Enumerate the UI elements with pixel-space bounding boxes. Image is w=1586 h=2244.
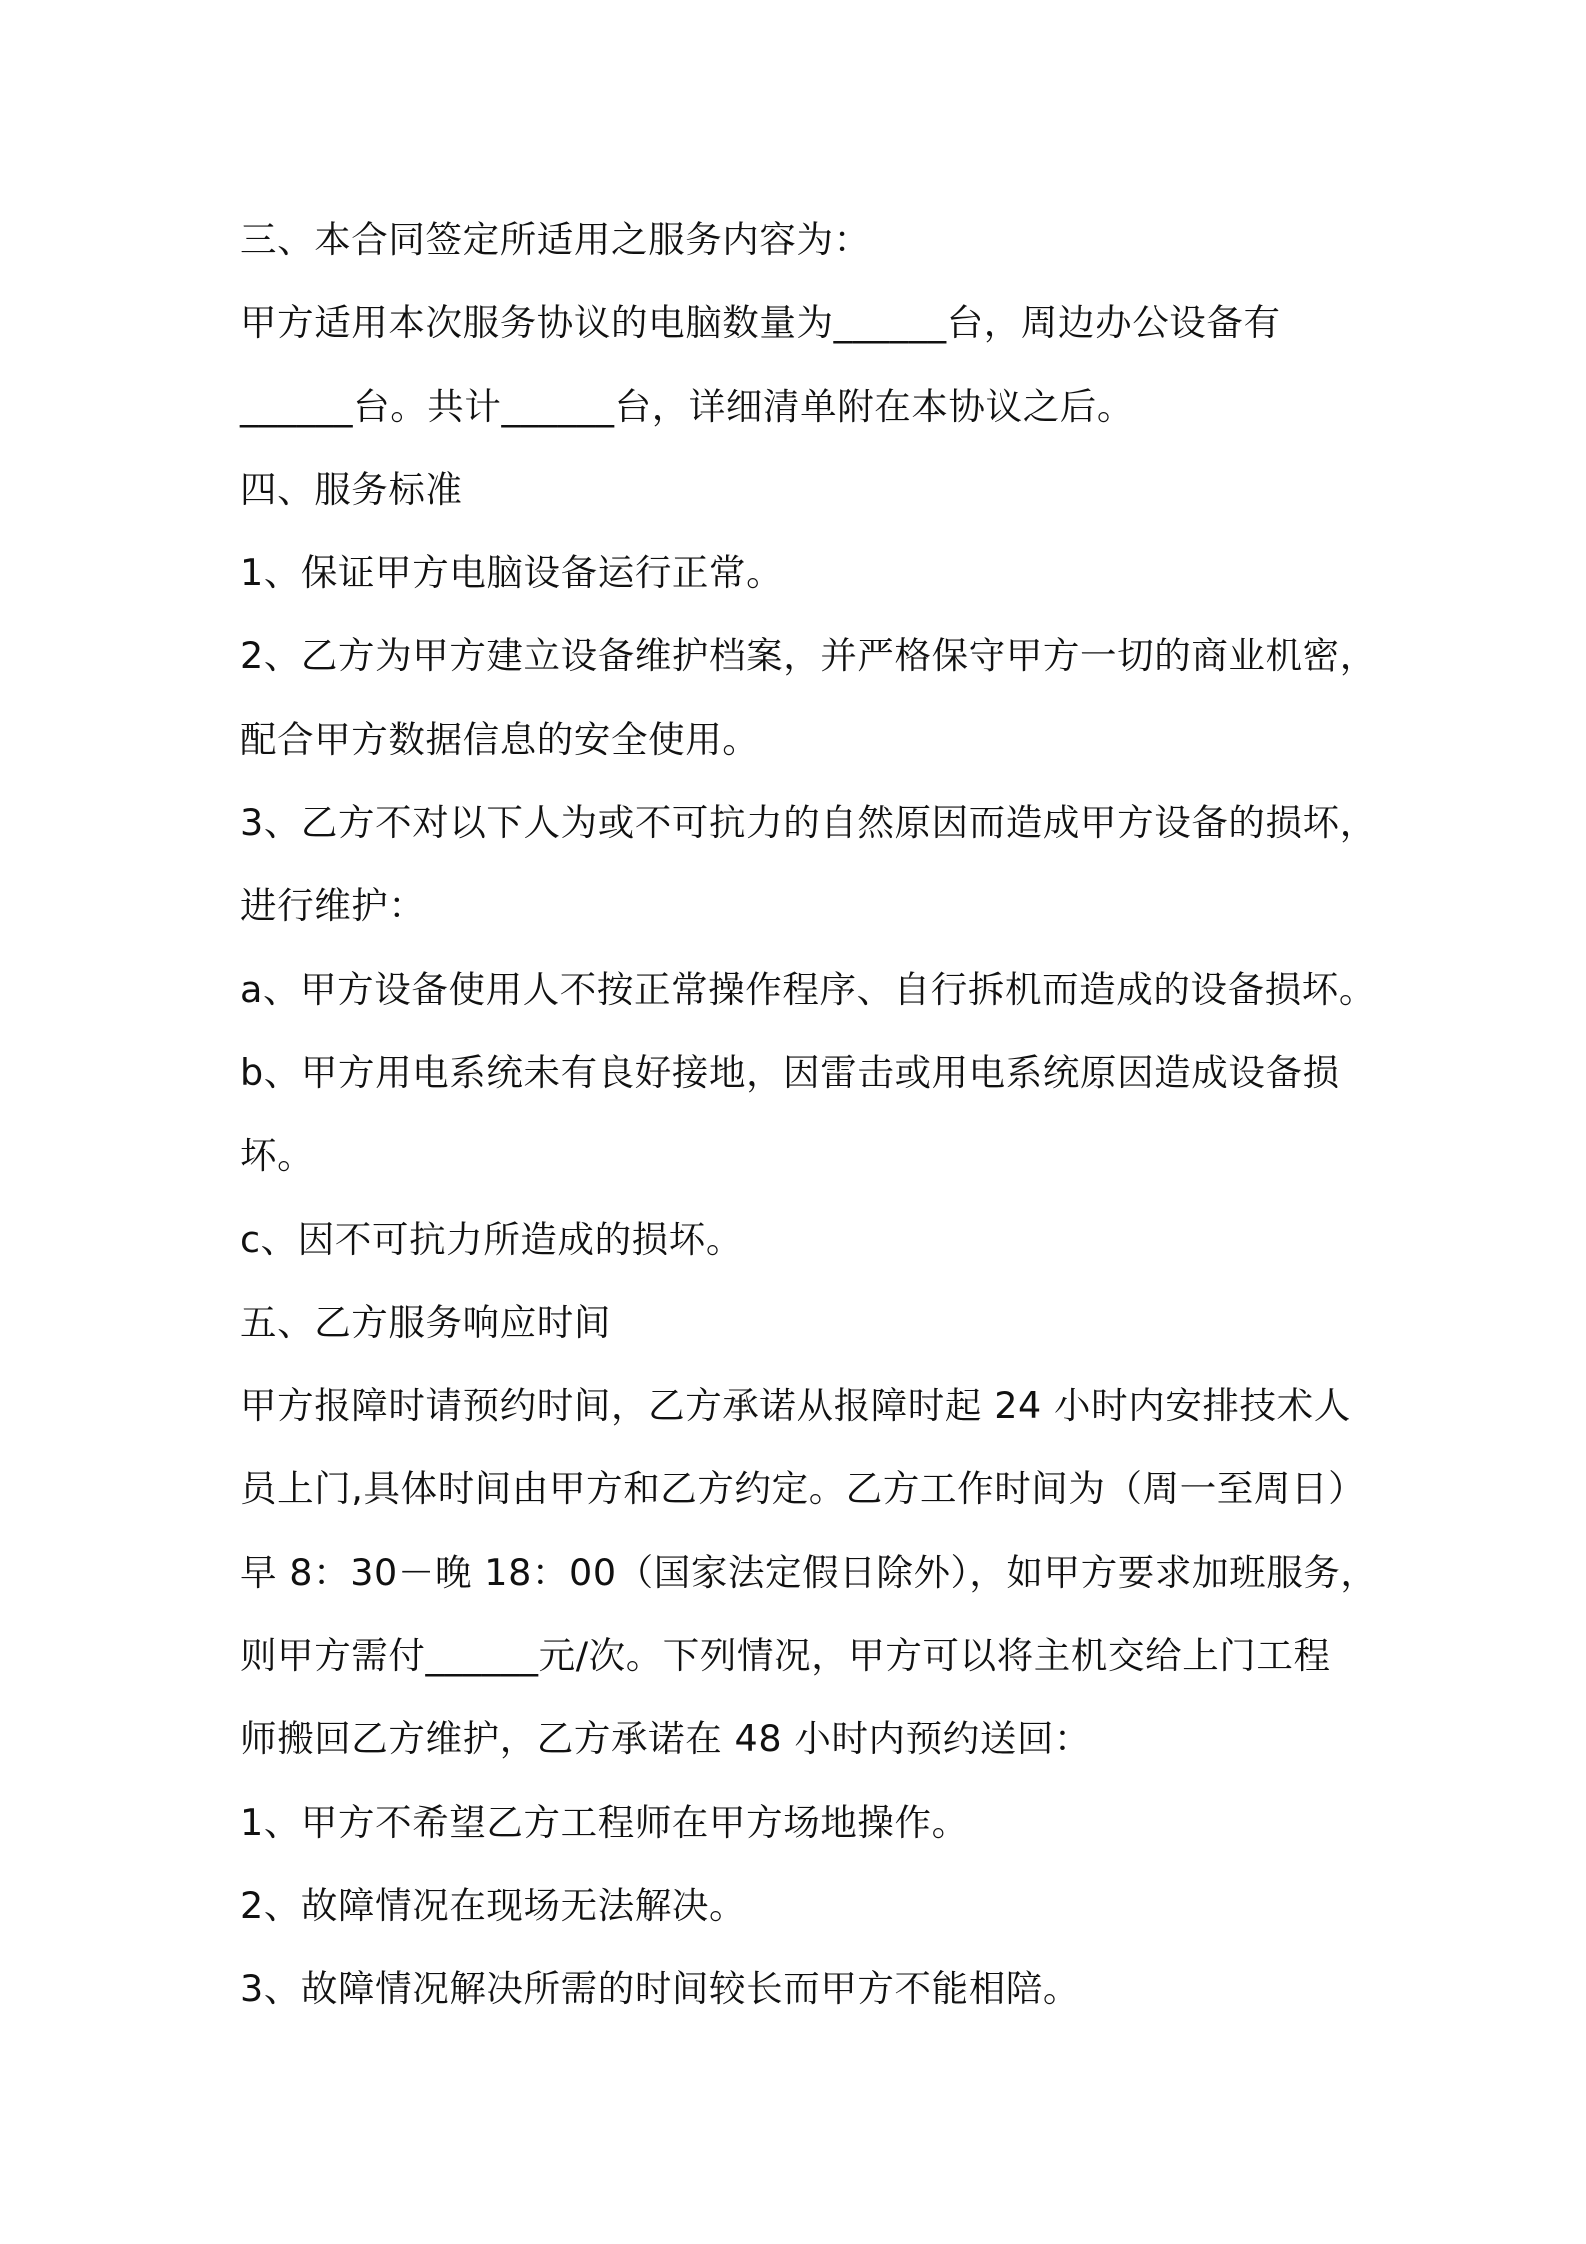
paragraph-line: 甲方适用本次服务协议的电脑数量为______台，周边办公设备有 <box>240 301 1281 345</box>
document-body <box>240 198 1380 2031</box>
list-item: 2、故障情况在现场无法解决。 <box>240 1883 747 1927</box>
sub-list-item-continuation: 坏。 <box>240 1134 315 1178</box>
paragraph-line: 员上门,具体时间由甲方和乙方约定。乙方工作时间为（周一至周日） <box>240 1467 1366 1511</box>
sub-list-item: c、因不可抗力所造成的损坏。 <box>240 1217 743 1261</box>
list-item: 3、故障情况解决所需的时间较长而甲方不能相陪。 <box>240 1967 1081 2011</box>
list-item: 1、甲方不希望乙方工程师在甲方场地操作。 <box>240 1800 969 1844</box>
section-heading-service-standard: 四、服务标准 <box>240 467 463 511</box>
paragraph-line: ______台。共计______台，详细清单附在本协议之后。 <box>240 384 1134 428</box>
sub-list-item: a、甲方设备使用人不按正常操作程序、自行拆机而造成的设备损坏。 <box>240 967 1376 1011</box>
section-heading-response-time: 五、乙方服务响应时间 <box>240 1300 611 1344</box>
list-item: 1、保证甲方电脑设备运行正常。 <box>240 551 784 595</box>
list-item-continuation: 配合甲方数据信息的安全使用。 <box>240 717 760 761</box>
sub-list-item: b、甲方用电系统未有良好接地，因雷击或用电系统原因造成设备损 <box>240 1050 1340 1094</box>
paragraph-line: 则甲方需付______元/次。下列情况，甲方可以将主机交给上门工程 <box>240 1634 1331 1678</box>
list-item-continuation: 进行维护： <box>240 884 426 928</box>
section-heading-service-content: 三、本合同签定所适用之服务内容为： <box>240 218 871 261</box>
list-item: 3、乙方不对以下人为或不可抗力的自然原因而造成甲方设备的损坏， <box>240 801 1377 845</box>
list-item: 2、乙方为甲方建立设备维护档案，并严格保守甲方一切的商业机密， <box>240 634 1377 678</box>
paragraph-line: 师搬回乙方维护，乙方承诺在 48 小时内预约送回： <box>240 1717 1092 1761</box>
paragraph-line: 早 8：30－晚 18：00（国家法定假日除外），如甲方要求加班服务， <box>240 1550 1378 1594</box>
paragraph-line: 甲方报障时请预约时间，乙方承诺从报障时起 24 小时内安排技术人 <box>240 1384 1351 1428</box>
